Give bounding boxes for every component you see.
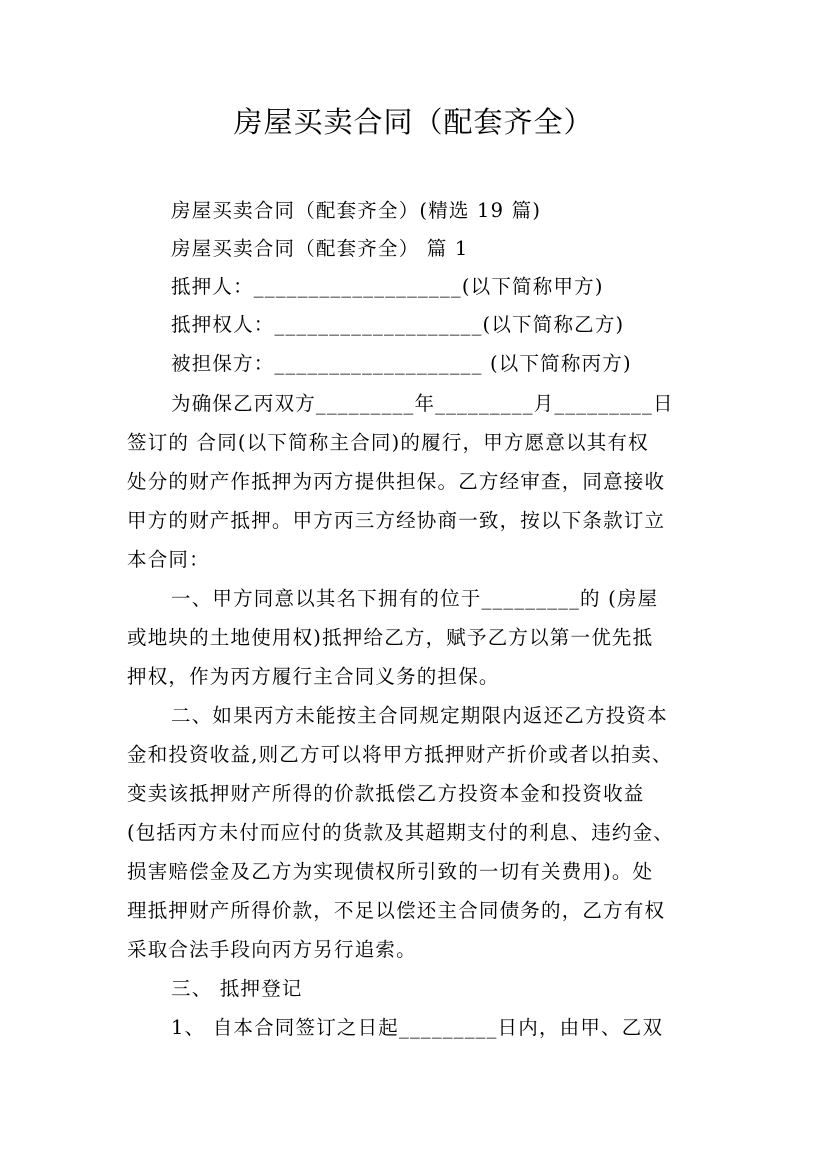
text-line: 一、甲方同意以其名下拥有的位于_________的 (房屋 xyxy=(171,587,659,610)
text-line: 二、如果丙方未能按主合同规定期限内返还乙方投资本 xyxy=(171,704,668,727)
document-title: 房屋买卖合同（配套齐全） xyxy=(233,105,594,139)
text-line: 被担保方：___________________ (以下简称丙方) xyxy=(171,352,632,375)
text-line: 抵押人：___________________(以下简称甲方) xyxy=(171,275,604,298)
text-line: (包括丙方未付而应付的货款及其超期支付的利息、违约金、 xyxy=(127,821,675,844)
text-line: 为确保乙丙双方_________年_________月_________日 xyxy=(171,392,674,415)
text-line: 抵押权人：___________________(以下简称乙方) xyxy=(171,313,625,336)
text-line: 或地块的土地使用权)抵押给乙方，赋予乙方以第一优先抵 xyxy=(127,626,654,649)
text-line: 损害赔偿金及乙方为实现债权所引致的一切有关费用)。处 xyxy=(127,860,654,883)
text-line: 金和投资收益,则乙方可以将甲方抵押财产折价或者以拍卖、 xyxy=(127,743,673,766)
text-line: 理抵押财产所得价款，不足以偿还主合同债务的，乙方有权 xyxy=(127,899,666,922)
text-line: 处分的财产作抵押为丙方提供担保。乙方经审查，同意接收 xyxy=(127,470,666,493)
text-line: 房屋买卖合同（配套齐全）(精选 19 篇) xyxy=(171,199,542,222)
text-line: 变卖该抵押财产所得的价款抵偿乙方投资本金和投资收益 xyxy=(127,782,645,805)
text-line: 1、 自本合同签订之日起_________日内，由甲、乙双 xyxy=(171,1016,664,1039)
text-line: 签订的 合同(以下简称主合同)的履行，甲方愿意以其有权 xyxy=(127,431,649,454)
text-line: 本合同： xyxy=(127,548,210,571)
section-heading: 三、 抵押登记 xyxy=(171,977,303,1000)
text-line: 采取合法手段向丙方另行追索。 xyxy=(127,938,417,961)
text-line: 押权，作为丙方履行主合同义务的担保。 xyxy=(127,665,500,688)
text-line: 房屋买卖合同（配套齐全） 篇 1 xyxy=(171,237,469,260)
text-line: 甲方的财产抵押。甲方丙三方经协商一致，按以下条款订立 xyxy=(127,509,666,532)
